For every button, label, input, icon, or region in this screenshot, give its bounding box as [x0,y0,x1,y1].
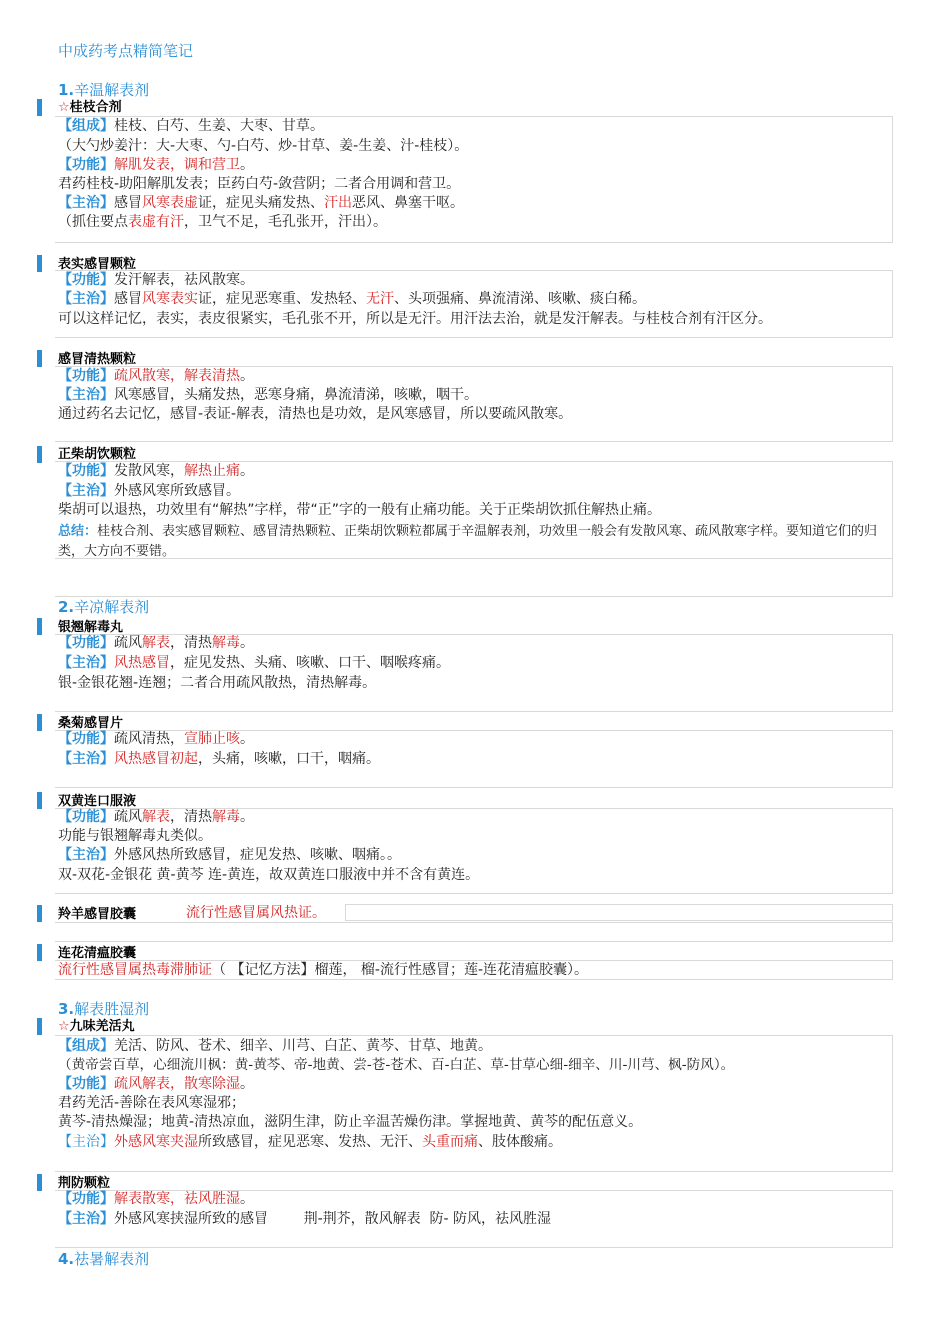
line-text: 双-双花-金银花 黄-黄芩 连-黄连，故双黄连口服液中并不含有黄连。 [58,867,480,883]
line-text: 黄芩-清热燥湿；地黄-清热凉血，滋阴生津，防止辛温苦燥伤津。掌握地黄、黄芩的配伍意义。 [58,1114,643,1130]
drug-name-lingyang [58,906,136,924]
line-text: 、肢体酸痛。 [478,1134,562,1150]
item-marker-bar [37,350,42,367]
highlight-text: 解表散寒，祛风胜湿 [114,1191,240,1207]
line-text: 所致感冒，症见恶寒、发热、无汗、 [198,1134,422,1150]
summary-box [55,558,893,597]
line-text: （黄帝尝百草，心细流川枫：黄-黄芩、帝-地黄、尝-苍-苍术、百-白芷、草-甘草心细-细辛、川-川芎、枫-防风）。 [58,1057,735,1073]
section-name: 祛暑解表剂 [74,1250,150,1268]
item-marker-bar [37,944,42,961]
indication-highlight [186,904,326,923]
label-tag: 【功能】 [58,731,114,747]
line-text: 证，症见恶寒重、发热轻、 [198,291,366,307]
label-tag: 【功能】 [58,1191,114,1207]
note-line [58,501,661,520]
section-name: 辛温解表剂 [74,81,150,99]
line-text: 。 [240,731,254,747]
function-line [58,156,254,175]
line-text: 。 [240,809,254,825]
line-text: 功能与银翘解毒丸类似。 [58,828,212,844]
line-text: 发汗解表，祛风散寒。 [114,272,254,288]
line-text: 发散风寒， [114,463,184,479]
section-name: 解表胜湿剂 [74,1000,150,1018]
line-text: 柴胡可以退热，功效里有“解热”字样，带“正”字的一般有止痛功能。关于正柴胡饮抓住解热止痛。 [58,502,662,518]
label-tag: 【主治】 [58,195,114,211]
highlight-text: 表虚有汗 [128,214,184,230]
line-text: 。 [240,1076,254,1092]
highlight-text: 解肌发表，调和营卫 [114,157,240,173]
note-line [58,310,772,329]
line-text: 可以这样记忆，表实，表皮很紧实，毛孔张不开，所以是无汗。用汗法去治，就是发汗解表。与桂枝合剂有汗区分。 [58,311,772,327]
indication-line [58,750,380,769]
drug-title: 感冒清热颗粒 [58,352,137,367]
indication-line [58,1133,562,1152]
label-tag: 【功能】 [58,463,114,479]
line-text: 证，症见头痛发热、 [198,195,324,211]
line-text: 桂枝、白芍、生姜、大枣、甘草。 [114,118,324,134]
line-text: 恶风、鼻塞干呕。 [352,195,464,211]
highlight-text: 流行性感冒属风热证。 [186,905,326,921]
composition-line [58,117,324,136]
item-card-inline [345,904,893,921]
highlight-text: 风寒表实 [142,291,198,307]
indication-line [58,846,401,865]
note-line [58,1094,245,1113]
line-text: 。 [240,368,254,384]
line-text: ，清热 [170,809,212,825]
label-tag: 【组成】 [58,1038,114,1054]
note-line [58,674,376,693]
label-tag: 【功能】 [58,368,114,384]
line-text: 。 [240,635,254,651]
indication-line [58,194,464,213]
document-title: 中成药考点精简笔记 [58,42,194,60]
highlight-text: 解热止痛 [184,463,240,479]
function-line [58,1075,254,1094]
section-number: 2. [58,598,75,616]
line-text: 疏风清热， [114,731,184,747]
section-number: 4. [58,1250,75,1268]
item-marker-bar [37,792,42,809]
item-marker-bar [37,1174,42,1191]
line-text: （大勺炒姜汁：大-大枣、勺-白芍、炒-甘草、姜-生姜、汁-桂枝）。 [58,138,469,154]
label-tag: 【功能】 [58,272,114,288]
label-tag: 【功能】 [58,157,114,173]
label-tag: 【主治】 [58,291,114,307]
label-tag: 【主治】 [58,387,114,403]
line-text: 风寒感冒，头痛发热，恶寒身痛，鼻流清涕，咳嗽，咽干。 [114,387,478,403]
line-text: 。 [240,1191,254,1207]
composition-line [58,1037,492,1056]
section-heading-3 [58,999,149,1019]
line-text: 外感风热所致感冒，症见发热、咳嗽、咽痛。。 [114,847,401,863]
drug-title: 羚羊感冒胶囊 [58,907,137,922]
drug-title: 荆防颗粒 [58,1176,111,1191]
summary-label: 总结： [58,524,98,539]
item-marker-bar [37,446,42,463]
function-line [58,808,254,827]
drug-title: 桂枝合剂 [69,100,122,115]
label-tag: 【主治】 [58,751,114,767]
drug-name-jiuwei [58,1018,135,1036]
function-line [58,271,254,290]
highlight-text: 风寒表虚 [142,195,198,211]
line-text: ，症见发热、头痛、咳嗽、口干、咽喉疼痛。 [170,655,450,671]
label-tag: 【主治】 [58,483,114,499]
highlight-text: 疏风散寒，解表清热 [114,368,240,384]
function-line [58,730,254,749]
section-name: 辛凉解表剂 [74,598,150,616]
highlight-text: 外感风寒夹湿 [114,1134,198,1150]
section-heading-1 [58,80,149,100]
label-tag: 【功能】 [58,635,114,651]
function-line [58,1190,254,1209]
note-line [58,1113,642,1132]
item-marker-bar [37,905,42,922]
highlight-text: 解表 [142,635,170,651]
section-heading-2 [58,597,149,617]
indication-line [58,290,646,309]
label-tag: 【功能】 [58,809,114,825]
indication-line [58,654,450,673]
highlight-text: 头重而痛 [422,1134,478,1150]
mnemonic-line [58,137,468,156]
indication-line [58,386,478,405]
keypoint-line [58,213,387,232]
highlight-text: 宣肺止咳 [184,731,240,747]
line-text: 通过药名去记忆，感冒-表证-解表，清热也是功效，是风寒感冒，所以要疏风散寒。 [58,406,573,422]
drug-title: 桑菊感冒片 [58,716,124,731]
section-heading-4 [58,1249,149,1269]
label-tag: 【主治】 [58,847,114,863]
label-tag: 【主治】 [58,1211,114,1227]
indication-line [58,1210,551,1229]
function-line [58,367,254,386]
function-line [58,462,254,481]
item-marker-bar [37,1018,42,1035]
highlight-text: 风热感冒 [114,655,170,671]
line-text: 君药羌活-善除在表风寒湿邪； [58,1095,246,1111]
drug-title: 双黄连口服液 [58,794,137,809]
item-marker-bar [37,255,42,272]
summary-note [58,522,888,562]
line-text: 外感风寒所致感冒。 [114,483,240,499]
indication-line [58,482,240,501]
item-marker-bar [37,618,42,635]
item-card [55,922,893,942]
summary-text: 桂枝合剂、表实感冒颗粒、感冒清热颗粒、正柴胡饮颗粒都属于辛温解表剂，功效里一般会有发散风寒、疏风散寒字样。要知道它们的归类，大方向不要错。 [58,524,878,559]
highlight-text: 疏风解表，散寒除湿 [114,1076,240,1092]
indication-line [58,961,588,980]
highlight-text: 解毒 [212,635,240,651]
line-text: ，头痛，咳嗽，口干，咽痛。 [198,751,380,767]
star-icon: ☆ [58,100,70,115]
drug-title: 连花清瘟胶囊 [58,946,137,961]
item-marker-bar [37,714,42,731]
line-text: （ 【记忆方法】榴莲， 榴-流行性感冒；莲-连花清瘟胶囊）。 [212,962,589,978]
line-text: （抓住要点 [58,214,128,230]
highlight-text: 风热感冒初起 [114,751,198,767]
mnemonic-line [58,866,479,885]
drug-title: 银翘解毒丸 [58,620,124,635]
line-text: 外感风寒挟湿所致的感冒 荆-荆芥，散风解表 防- 防风，祛风胜湿 [114,1211,552,1227]
line-text: 疏风 [114,809,142,825]
item-marker-bar [37,99,42,116]
section-number: 3. [58,1000,75,1018]
highlight-text: 流行性感冒属热毒滞肺证 [58,962,212,978]
line-text: 、头项强痛、鼻流清涕、咳嗽、痰白稀。 [394,291,646,307]
highlight-text: 无汗 [366,291,394,307]
function-line [58,634,254,653]
line-text: 君药桂枝-助阳解肌发表；臣药白芍-敛营阴；二者合用调和营卫。 [58,176,461,192]
label-tag: 【功能】 [58,1076,114,1092]
line-text: ，卫气不足，毛孔张开，汗出）。 [184,214,387,230]
line-text: ，清热 [170,635,212,651]
line-text: 感冒 [114,291,142,307]
label-tag: 【主治】 [58,655,114,671]
highlight-text: 解表 [142,809,170,825]
drug-title: 正柴胡饮颗粒 [58,447,137,462]
label-tag: 【主治】 [58,1134,114,1150]
highlight-text: 解毒 [212,809,240,825]
drug-title: 九味羌活丸 [69,1019,135,1034]
line-text: 。 [240,463,254,479]
line-text: 羌活、防风、苍术、细辛、川芎、白芷、黄芩、甘草、地黄。 [114,1038,492,1054]
highlight-text: 汗出 [324,195,352,211]
mnemonic-line [58,1056,734,1075]
line-text: 。 [240,157,254,173]
drug-name-guizhi [58,99,122,117]
star-icon: ☆ [58,1019,70,1034]
label-tag: 【组成】 [58,118,114,134]
note-line [58,175,460,194]
note-line [58,405,572,424]
section-number: 1. [58,81,75,99]
drug-title: 表实感冒颗粒 [58,257,137,272]
note-line [58,827,212,846]
line-text: 疏风 [114,635,142,651]
line-text: 感冒 [114,195,142,211]
line-text: 银-金银花翘-连翘；二者合用疏风散热，清热解毒。 [58,675,377,691]
